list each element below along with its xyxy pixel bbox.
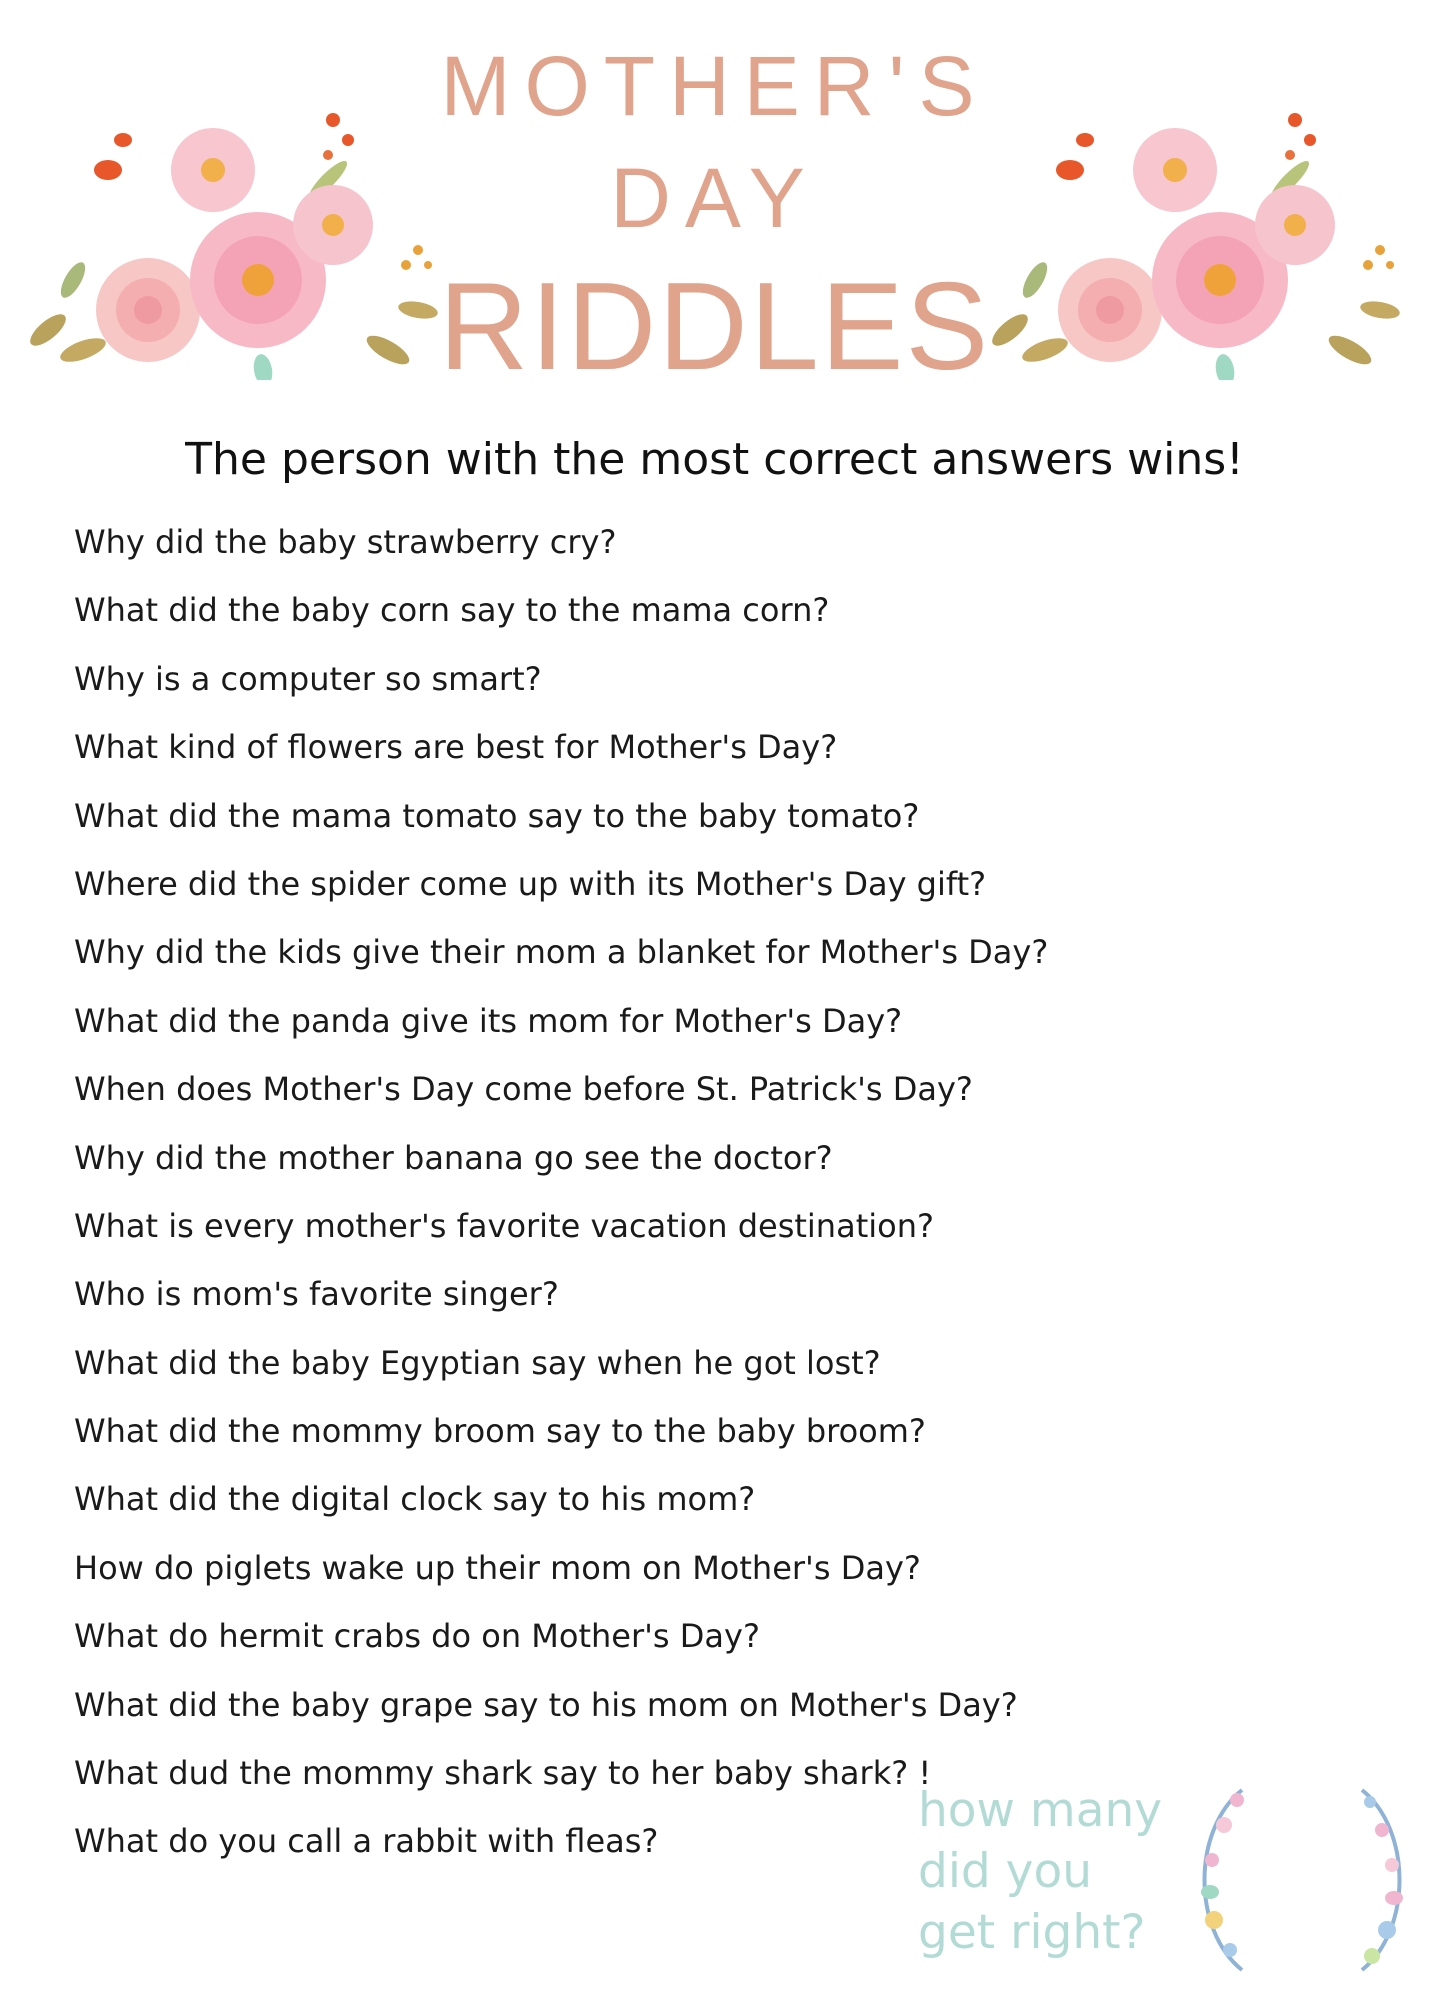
title-riddles: RIDDLES <box>438 258 991 396</box>
riddle-item: Why did the kids give their mom a blanket for Mother's Day? <box>74 933 1049 972</box>
score-prompt-line: how many <box>918 1783 1163 1838</box>
subtitle: The person with the most correct answers wins! <box>185 434 1244 485</box>
floral-wreath-icon <box>1182 1780 1422 1980</box>
riddle-item: Why is a computer so smart? <box>74 659 542 698</box>
riddle-item: What do you call a rabbit with fleas? <box>74 1822 659 1861</box>
riddle-item: Who is mom's favorite singer? <box>74 1275 559 1314</box>
riddle-item: What is every mother's favorite vacation destination? <box>74 1206 934 1245</box>
riddle-item: What do hermit crabs do on Mother's Day? <box>74 1617 760 1656</box>
score-prompt <box>918 1780 1162 1963</box>
riddle-list <box>74 508 1048 1876</box>
riddle-item: Why did the baby strawberry cry? <box>74 523 617 561</box>
title-mothers: MOTHER'S <box>440 39 989 133</box>
riddle-item: What did the baby corn say to the mama corn? <box>74 591 830 630</box>
riddle-item: What did the baby grape say to his mom on Mother's Day? <box>74 1685 1018 1724</box>
riddle-item: What did the mommy broom say to the baby broom? <box>74 1412 926 1451</box>
riddle-item: Where did the spider come up with its Mother's Day gift? <box>74 864 987 903</box>
riddle-item: What dud the mommy shark say to her baby shark? ! <box>74 1754 932 1793</box>
riddle-item: What kind of flowers are best for Mother's Day? <box>74 728 838 767</box>
riddle-item: What did the baby Egyptian say when he got lost? <box>74 1343 881 1382</box>
score-prompt-line: get right? <box>918 1905 1146 1960</box>
riddle-item: How do piglets wake up their mom on Mother's Day? <box>74 1548 921 1587</box>
riddle-item: What did the panda give its mom for Mother's Day? <box>74 1001 903 1040</box>
riddle-item: What did the mama tomato say to the baby tomato? <box>74 796 920 835</box>
riddle-item: When does Mother's Day come before St. Patrick's Day? <box>74 1070 973 1109</box>
score-prompt-line: did you <box>918 1844 1093 1899</box>
title-day: DAY <box>610 151 819 245</box>
riddle-item: Why did the mother banana go see the doctor? <box>74 1138 833 1177</box>
riddle-item: What did the digital clock say to his mom? <box>74 1480 756 1519</box>
